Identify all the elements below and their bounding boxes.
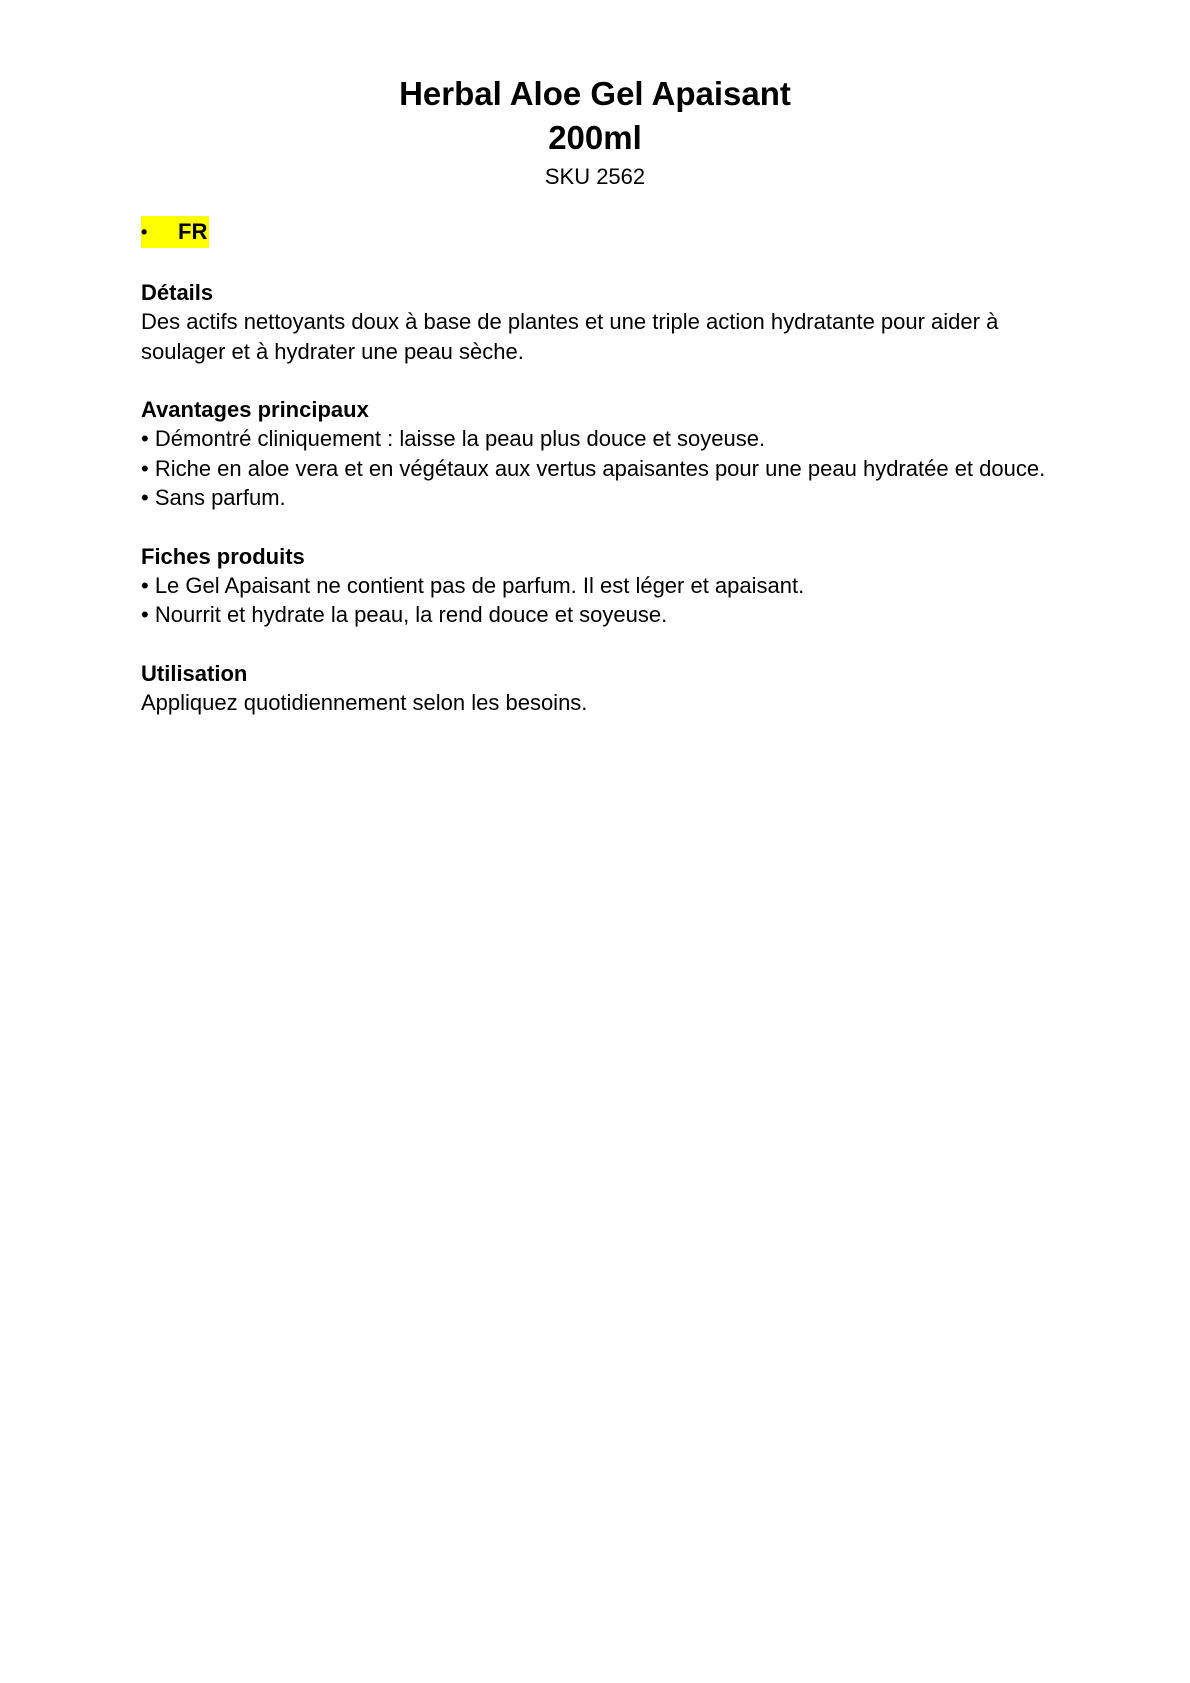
list-item: • Nourrit et hydrate la peau, la rend douce et soyeuse. [141,602,668,628]
product-facts-heading: Fiches produits [141,543,305,569]
section-details [141,278,1061,366]
benefits-heading: Avantages principaux [141,397,369,423]
list-item: • Riche en aloe vera et en végétaux aux vertus apaisantes pour une peau hydratée et douce. [141,455,1046,481]
usage-heading: Utilisation [141,660,248,686]
document-body [141,278,1061,747]
list-item: • Le Gel Apaisant ne contient pas de parfum. Il est léger et apaisant. [141,572,805,598]
title-block [0,72,1190,192]
usage-text: Appliquez quotidiennement selon les besoins. [141,690,588,716]
language-bullet: • [141,222,148,242]
product-sku: SKU 2562 [544,164,646,189]
section-product-facts [141,542,1061,630]
language-code: FR [178,219,208,244]
section-usage [141,659,1061,718]
section-benefits [141,395,1061,512]
list-item: • Démontré cliniquement : laisse la peau plus douce et soyeuse. [141,426,766,452]
product-title [0,72,1190,160]
language-marker [141,216,209,248]
list-item: • Sans parfum. [141,485,286,511]
details-heading: Détails [141,280,214,305]
product-title-line-1: Herbal Aloe Gel Apaisant [399,75,791,112]
details-text: Des actifs nettoyants doux à base de plantes et une triple action hydratante pour aider à soulager et à hydrater une peau sèche. [141,309,999,364]
product-title-line-2: 200ml [548,119,642,156]
